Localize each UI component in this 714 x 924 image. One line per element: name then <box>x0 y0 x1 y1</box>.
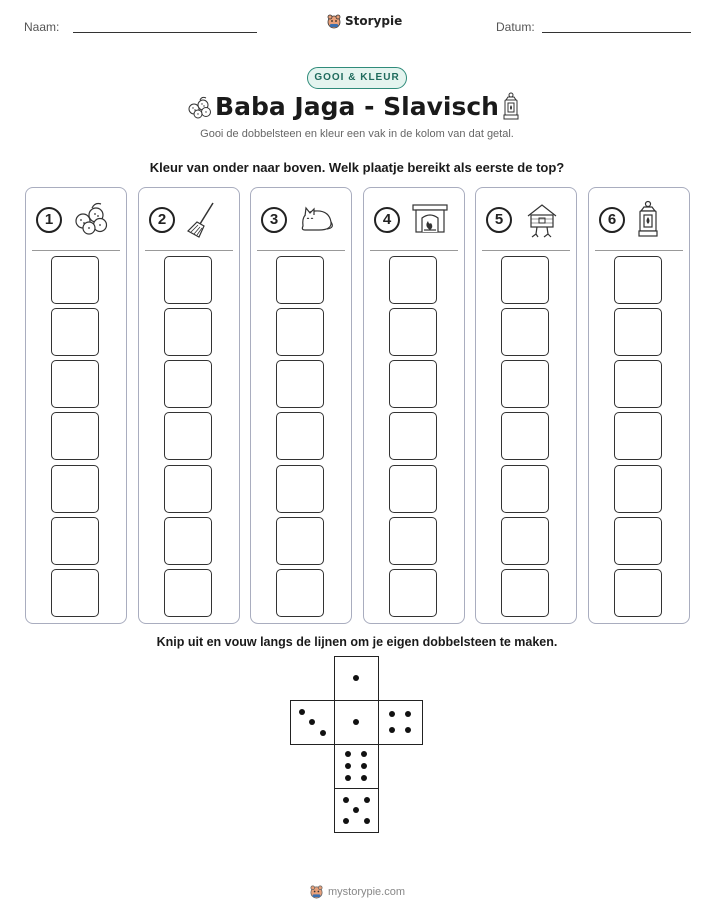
die-pip <box>353 807 359 813</box>
color-cell[interactable] <box>614 412 662 460</box>
column-divider <box>370 250 458 251</box>
color-cell[interactable] <box>51 360 99 408</box>
color-cell[interactable] <box>276 465 324 513</box>
die-face-3 <box>290 700 335 745</box>
chicken-leg-hut-icon <box>522 200 562 245</box>
column-2 <box>138 187 240 624</box>
column-divider <box>32 250 120 251</box>
die-pip <box>389 727 395 733</box>
column-6 <box>588 187 690 624</box>
die-face-5 <box>334 788 379 833</box>
die-pip <box>343 818 349 824</box>
color-cell[interactable] <box>164 308 212 356</box>
die-pip <box>343 797 349 803</box>
color-cell[interactable] <box>164 517 212 565</box>
color-cell[interactable] <box>614 465 662 513</box>
color-cell[interactable] <box>164 256 212 304</box>
cut-instruction: Knip uit en vouw langs de lijnen om je eigen dobbelsteen te maken. <box>156 635 558 649</box>
broom-icon <box>185 200 219 245</box>
column-5 <box>475 187 577 624</box>
column-number: 3 <box>261 207 287 233</box>
color-cell[interactable] <box>164 360 212 408</box>
brand-name: Storypie <box>345 14 403 28</box>
lantern-icon <box>500 92 522 122</box>
column-divider <box>145 250 233 251</box>
color-cell[interactable] <box>389 569 437 617</box>
column-divider <box>482 250 570 251</box>
color-cell[interactable] <box>389 256 437 304</box>
color-cell[interactable] <box>614 308 662 356</box>
color-cell[interactable] <box>51 412 99 460</box>
storypie-mascot-icon <box>309 884 324 899</box>
sleeping-cat-icon <box>297 200 337 239</box>
column-4 <box>363 187 465 624</box>
die-pip <box>361 751 367 757</box>
die-pip <box>345 763 351 769</box>
die-face-1 <box>334 656 379 701</box>
color-cell[interactable] <box>164 465 212 513</box>
color-cell[interactable] <box>501 256 549 304</box>
die-pip <box>353 719 359 725</box>
die-pip <box>309 719 315 725</box>
column-1 <box>25 187 127 624</box>
color-cell[interactable] <box>51 465 99 513</box>
column-divider <box>595 250 683 251</box>
color-cell[interactable] <box>276 517 324 565</box>
name-line[interactable] <box>73 32 257 33</box>
berries-icon <box>72 200 112 241</box>
color-cell[interactable] <box>276 256 324 304</box>
color-cell[interactable] <box>389 308 437 356</box>
column-number: 1 <box>36 207 62 233</box>
color-cell[interactable] <box>614 517 662 565</box>
color-cell[interactable] <box>389 465 437 513</box>
color-cell[interactable] <box>51 308 99 356</box>
color-cell[interactable] <box>51 569 99 617</box>
color-cell[interactable] <box>51 517 99 565</box>
color-cell[interactable] <box>276 412 324 460</box>
die-pip <box>405 711 411 717</box>
color-cell[interactable] <box>614 360 662 408</box>
footer <box>309 884 405 899</box>
page-subtitle: Gooi de dobbelsteen en kleur een vak in de kolom van dat getal. <box>200 128 514 140</box>
page-title: Baba Jaga - Slavisch <box>215 92 499 121</box>
lantern-icon <box>635 200 661 245</box>
die-pip <box>299 709 305 715</box>
color-cell[interactable] <box>276 308 324 356</box>
column-number: 4 <box>374 207 400 233</box>
die-pip <box>353 675 359 681</box>
column-number: 2 <box>149 207 175 233</box>
date-line[interactable] <box>542 32 691 33</box>
color-cell[interactable] <box>501 308 549 356</box>
color-cell[interactable] <box>501 517 549 565</box>
die-pip <box>364 818 370 824</box>
die-face-1 <box>334 700 379 745</box>
color-cell[interactable] <box>164 569 212 617</box>
die-face-6 <box>334 744 379 789</box>
color-cell[interactable] <box>501 465 549 513</box>
category-badge: GOOI & KLEUR <box>307 67 407 89</box>
column-divider <box>257 250 345 251</box>
color-cell[interactable] <box>164 412 212 460</box>
die-pip <box>320 730 326 736</box>
color-cell[interactable] <box>389 517 437 565</box>
date-label: Datum: <box>496 20 535 34</box>
die-pip <box>405 727 411 733</box>
die-pip <box>364 797 370 803</box>
name-label: Naam: <box>24 20 60 34</box>
die-face-4 <box>378 700 423 745</box>
column-number: 6 <box>599 207 625 233</box>
footer-url: mystorypie.com <box>328 885 406 898</box>
die-pip <box>389 711 395 717</box>
coloring-instruction: Kleur van onder naar boven. Welk plaatje bereikt als eerste de top? <box>149 160 565 175</box>
color-cell[interactable] <box>614 569 662 617</box>
color-cell[interactable] <box>501 412 549 460</box>
die-pip <box>361 763 367 769</box>
die-pip <box>345 775 351 781</box>
color-cell[interactable] <box>501 569 549 617</box>
fireplace-icon <box>410 200 450 241</box>
brand-logo <box>326 13 402 29</box>
color-cell[interactable] <box>389 412 437 460</box>
color-cell[interactable] <box>276 569 324 617</box>
storypie-mascot-icon <box>326 13 342 29</box>
column-3 <box>250 187 352 624</box>
column-number: 5 <box>486 207 512 233</box>
die-pip <box>345 751 351 757</box>
color-cell[interactable] <box>501 360 549 408</box>
color-cell[interactable] <box>276 360 324 408</box>
color-cell[interactable] <box>51 256 99 304</box>
color-cell[interactable] <box>389 360 437 408</box>
color-cell[interactable] <box>614 256 662 304</box>
die-pip <box>361 775 367 781</box>
